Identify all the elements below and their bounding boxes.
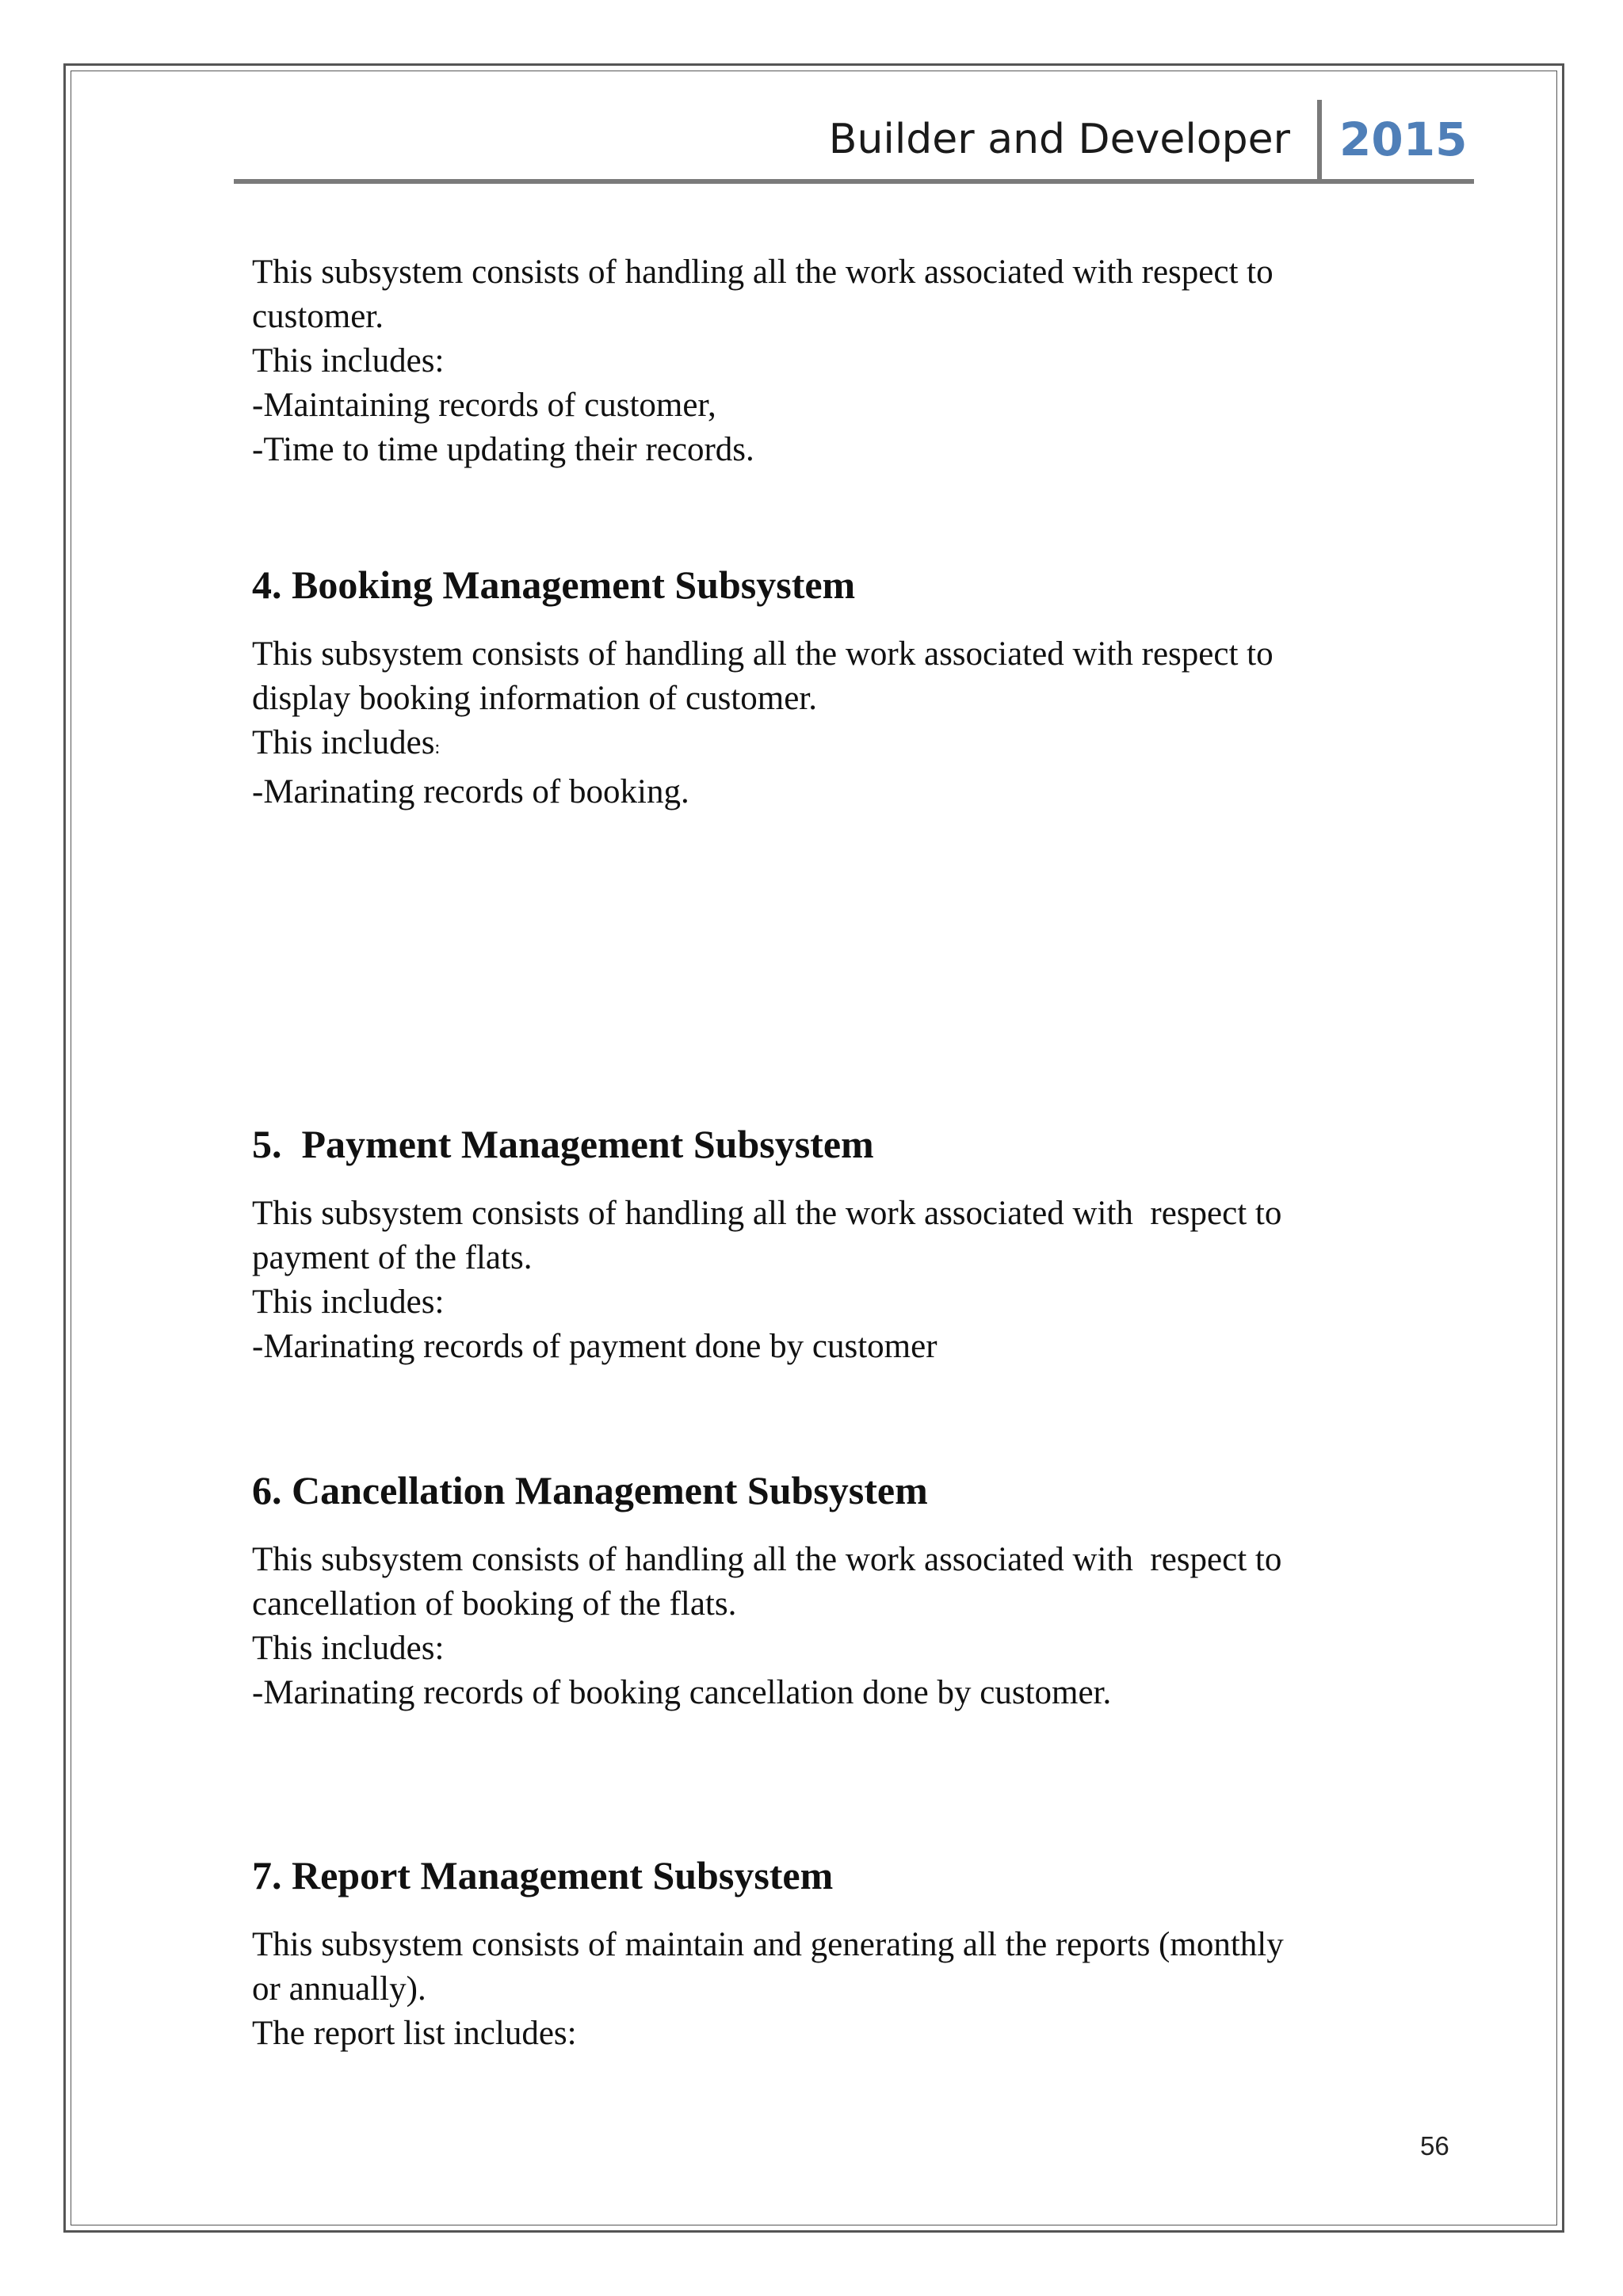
section-payment-line-2: payment of the flats. (252, 1239, 533, 1276)
section-booking-heading: 4. Booking Management Subsystem (252, 563, 856, 607)
intro-line-1: This subsystem consists of handling all the work associated with respect to (252, 254, 1274, 291)
section-booking-line-2: display booking information of customer. (252, 680, 817, 717)
section-report-line-1: This subsystem consists of maintain and generating all the reports (monthly (252, 1926, 1284, 1963)
section-cancellation-line-3: This includes: (252, 1630, 445, 1667)
page-header (234, 100, 1474, 184)
section-booking-line-3-text: This includes (252, 724, 435, 761)
section-booking-line-1: This subsystem consists of handling all the work associated with respect to (252, 635, 1274, 673)
section-payment-line-3: This includes: (252, 1283, 445, 1321)
section-report-heading: 7. Report Management Subsystem (252, 1853, 834, 1897)
section-payment-heading: 5. Payment Management Subsystem (252, 1122, 874, 1166)
section-payment-line-1: This subsystem consists of handling all the work associated with respect to (252, 1195, 1282, 1232)
header-year: 2015 (1339, 113, 1468, 166)
section-cancellation-line-1: This subsystem consists of handling all the work associated with respect to (252, 1541, 1282, 1578)
section-report-line-2: or annually). (252, 1970, 426, 2008)
header-title: Builder and Developer (828, 116, 1290, 163)
section-cancellation (252, 1466, 1472, 1715)
section-cancellation-line-2: cancellation of booking of the flats. (252, 1585, 737, 1623)
intro-line-4: -Maintaining records of customer, (252, 387, 716, 424)
section-report-line-3: The report list includes: (252, 2015, 577, 2052)
header-divider (1317, 100, 1322, 182)
page-number: 56 (1420, 2131, 1449, 2161)
intro-section (252, 250, 1472, 472)
section-booking-line-3-colon: : (434, 738, 441, 758)
section-payment (252, 1120, 1472, 1369)
page-content (252, 250, 1472, 2056)
section-booking-line-4: -Marinating records of booking. (252, 773, 689, 810)
section-report (252, 1852, 1472, 2056)
section-cancellation-line-4: -Marinating records of booking cancellation done by customer. (252, 1674, 1112, 1711)
intro-line-5: -Time to time updating their records. (252, 431, 754, 468)
intro-line-3: This includes: (252, 342, 445, 379)
section-payment-line-4: -Marinating records of payment done by customer (252, 1328, 938, 1365)
section-booking (252, 561, 1472, 814)
section-booking-line-3 (252, 721, 1472, 770)
section-cancellation-heading: 6. Cancellation Management Subsystem (252, 1468, 928, 1512)
header-rule (234, 179, 1474, 184)
intro-line-2: customer. (252, 298, 384, 335)
